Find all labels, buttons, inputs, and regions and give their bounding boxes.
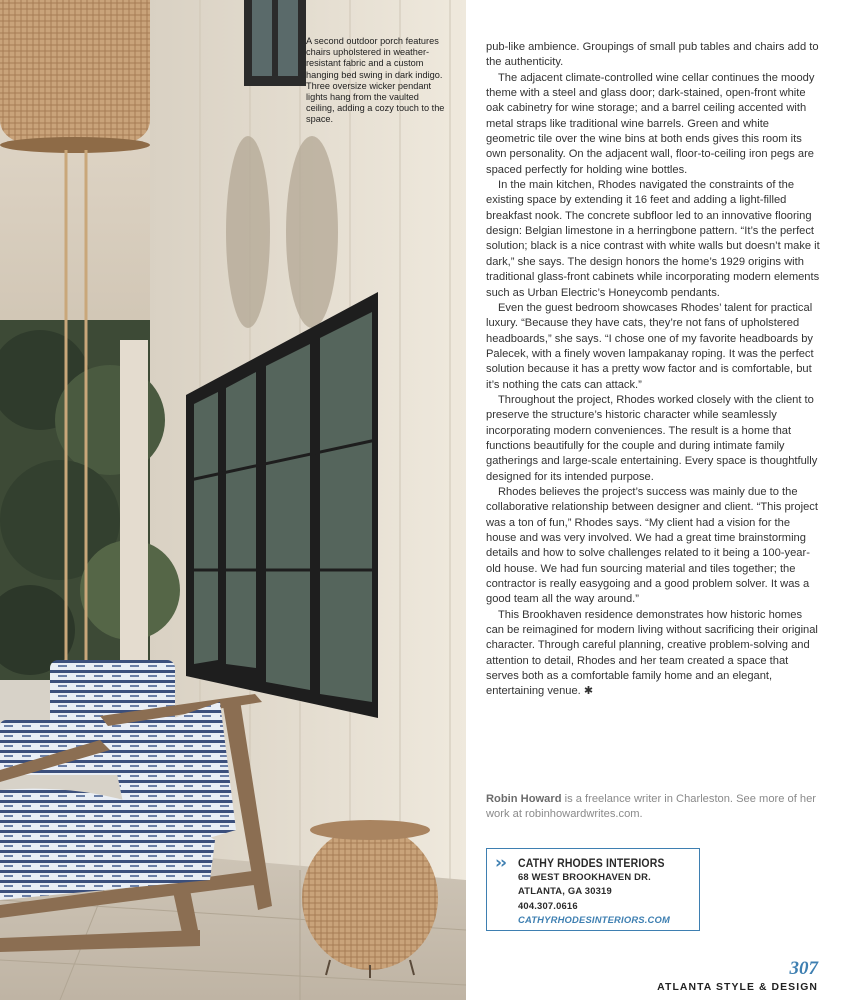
photo-caption: A second outdoor porch features chairs upholstered in weather-resistant fabric and a custom hanging bed swing in dark indigo. Three oversize wicker pendant lights hang from the vaulted ceiling, adding a cozy touch to the space. <box>306 36 445 125</box>
article-body <box>486 40 820 700</box>
author-bio: is a freelance writer in Charleston. See more of her work at robinhowardwrites.com. <box>486 793 817 821</box>
designer-contact <box>518 856 689 927</box>
designer-address-line1: 68 WEST BROOKHAVEN DR. <box>518 871 651 882</box>
article-paragraph: Even the guest bedroom showcases Rhodes’ talent for practical luxury. “Because they have cats, they’re not fans of upholstered headboards,” she says. “I chose one of my favorite headboards by Palecek, with a finely woven lampakanay roping. It was the perfect solution because it has a pretty wow factor and is comfortable, but it’s nothing the cats can attack.” <box>486 301 814 391</box>
article-paragraph: This Brookhaven residence demonstrates how historic homes can be reimagined for modern living without sacrificing their original character. Through careful planning, creative problem-solving and attention to detail, Rhodes and her team created a space that serves both as a comfortable family home and an elegant, entertaining venue. ✱ <box>486 608 818 698</box>
magazine-name: ATLANTA STYLE & DESIGN <box>657 982 818 993</box>
designer-website-link[interactable]: CATHYRHODESINTERIORS.COM <box>518 913 671 925</box>
article-paragraph: The adjacent climate-controlled wine cellar continues the moody theme with a steel and glass door; dark-stained, open-front white oak cabinetry for wine storage; and a barrel ceiling accented with metal straps like traditional wine barrels. Green and white geometric tile over the wine bins at both ends gives this room its own personality. On the adjacent wall, floor-to-ceiling iron pegs are spaced perfectly for holding wine bottles. <box>486 71 815 176</box>
page-number: 307 <box>789 958 818 979</box>
designer-address-line2: ATLANTA, GA 30319 <box>518 885 612 897</box>
article-paragraph: Rhodes believes the project’s success was mainly due to the collaborative relationship between designer and client. “This project was a ton of fun,” Rhodes says. “My client had a vision for the house and was very involved. We had a great time brainstorming details and how to solve challenges related to it being a 100-year-old house. We had fun sourcing material and tiles together; the contractor is really easygoing and a good problem solver. It was a good team all the way around.” <box>486 485 818 606</box>
article-paragraph: In the main kitchen, Rhodes navigated the constraints of the existing space by extending it 16 feet and adding a light-filled breakfast nook. The concrete subfloor led to an innovative flooring design: Belgian limestone in a herringbone pattern. “It’s the perfect solution; black is a nice contrast with white walls but doesn’t make it dark,” she says. The design honors the home’s 1929 origins with traditional glass-front cabinets while incorporating modern elements such as Urban Electric’s Honeycomb pendants. <box>486 179 820 299</box>
designer-name: CATHY RHODES INTERIORS <box>518 856 665 870</box>
double-chevron-icon: ›› <box>495 853 506 873</box>
designer-info-box <box>486 848 700 931</box>
article-paragraph: Throughout the project, Rhodes worked closely with the client to preserve the structure’s historic character while seamlessly incorporating modern conveniences. The result is a home that functions beautifully for the couple and during intimate family gatherings and large-scale entertaining. Every space is thoughtfully designed for its intended purpose. <box>486 393 818 483</box>
designer-phone: 404.307.0616 <box>518 899 578 911</box>
article-paragraph: pub-like ambience. Groupings of small pub tables and chairs add to the authenticity. <box>486 41 819 69</box>
author-name: Robin Howard <box>486 793 562 805</box>
author-byline <box>486 792 820 823</box>
